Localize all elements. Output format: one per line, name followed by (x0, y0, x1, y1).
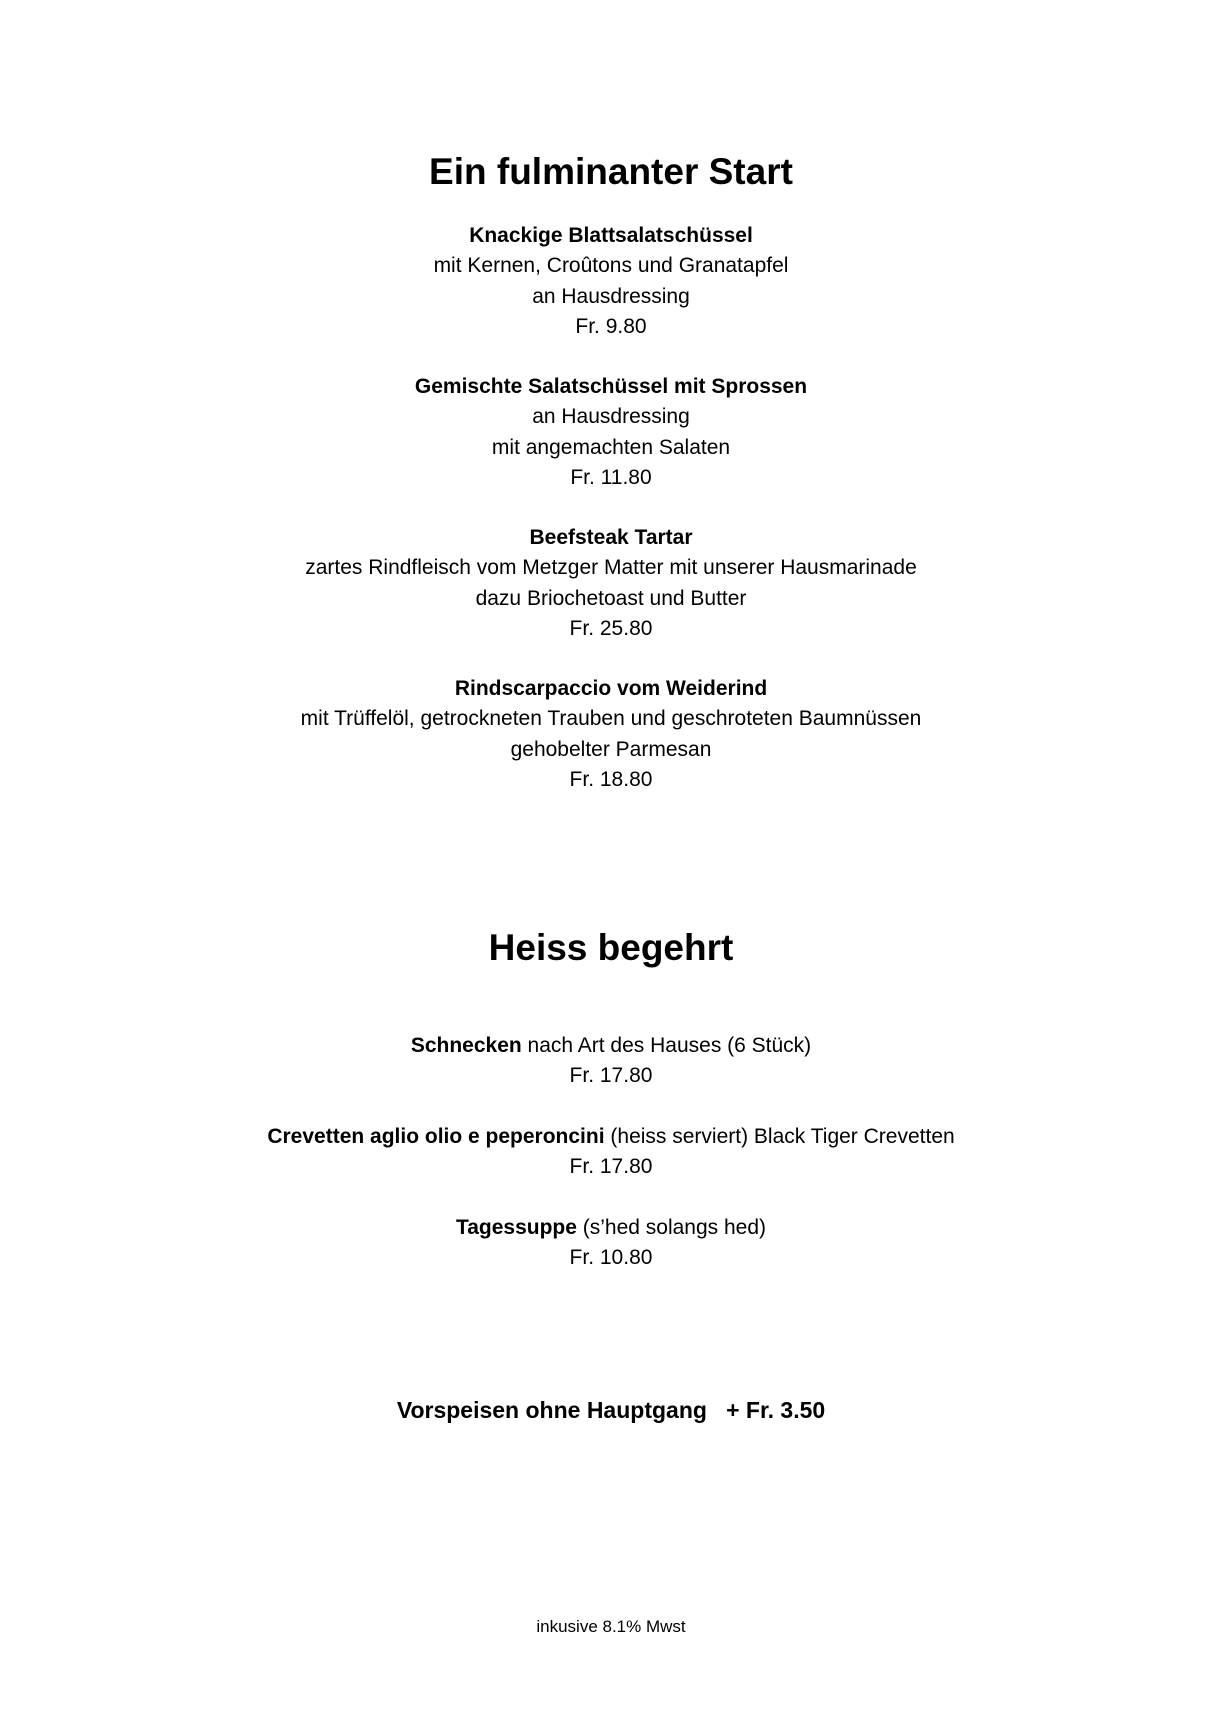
section-title-hot: Heiss begehrt (488, 927, 734, 968)
menu-item-description: mit Trüffelöl, getrockneten Trauben und geschroteten Baumnüssen (300, 707, 922, 731)
menu-item-description: zartes Rindfleisch vom Metzger Matter mit unserer Hausmarinade (305, 556, 917, 580)
vat-note: inkusive 8.1% Mwst (536, 1617, 686, 1636)
menu-item (0, 1031, 1222, 1092)
surcharge-note: Vorspeisen ohne Hauptgang + Fr. 3.50 (396, 1397, 826, 1423)
menu-item-name: Tagessuppe (455, 1216, 577, 1239)
menu-item-heading (0, 1031, 1222, 1061)
menu-item-heading (0, 1122, 1222, 1152)
menu-item-price: Fr. 18.80 (569, 767, 653, 791)
menu-item-name: Rindscarpaccio vom Weiderind (454, 677, 768, 700)
menu-item-description: an Hausdressing (532, 284, 690, 308)
menu-item-name: Gemischte Salatschüssel mit Sprossen (414, 375, 808, 398)
menu-item (0, 1213, 1222, 1274)
menu-item (0, 1122, 1222, 1183)
menu-item-price: Fr. 9.80 (575, 314, 647, 338)
menu-item-description: mit Kernen, Croûtons und Granatapfel (433, 254, 789, 278)
menu-item-price: Fr. 25.80 (569, 616, 653, 640)
menu-item-description: mit angemachten Salaten (491, 435, 731, 459)
menu-item-name: Crevetten aglio olio e peperoncini (267, 1125, 605, 1148)
menu-item-description: (s’hed solangs hed) (576, 1216, 767, 1239)
menu-item-price: Fr. 17.80 (569, 1064, 653, 1088)
menu-item (0, 221, 1222, 342)
menu-item-price: Fr. 17.80 (569, 1155, 653, 1179)
section-title-start: Ein fulminanter Start (429, 151, 793, 192)
menu-item-description: dazu Briochetoast und Butter (475, 586, 747, 610)
menu-item-price: Fr. 10.80 (569, 1246, 653, 1270)
menu-item-description: an Hausdressing (532, 405, 690, 429)
menu-item-name: Knackige Blattsalatschüssel (469, 224, 753, 247)
menu-item-heading (0, 1213, 1222, 1243)
menu-item-name: Beefsteak Tartar (529, 526, 693, 549)
menu-item-description: gehobelter Parmesan (510, 737, 712, 761)
menu-item (0, 523, 1222, 644)
menu-item-description: (heiss serviert) Black Tiger Crevetten (604, 1125, 955, 1148)
menu-item-price: Fr. 11.80 (570, 465, 652, 489)
menu-item (0, 372, 1222, 493)
menu-item-name: Schnecken (410, 1034, 522, 1057)
menu-item (0, 674, 1222, 795)
menu-item-description: nach Art des Hauses (6 Stück) (521, 1034, 812, 1057)
